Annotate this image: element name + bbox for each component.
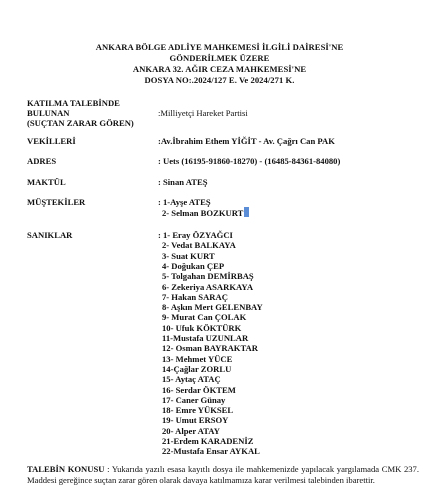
address-label: ADRES [27, 156, 57, 166]
defendant-22: 22-Mustafa Ensar AYKAL [162, 446, 260, 457]
court-header-line-1: ANKARA BÖLGE ADLİYE MAHKEMESİ İLGİLİ DAİRESİ'NE [95, 42, 344, 52]
party-value: :Milliyetçi Hareket Partisi [158, 108, 248, 118]
complainant-2: 2- Selman BOZKURT [162, 207, 249, 219]
defendants-label: SANIKLAR [27, 230, 73, 240]
text-cursor-icon [244, 207, 249, 217]
court-header-line-3: ANKARA 32. AĞIR CEZA MAHKEMESİ'NE [132, 64, 307, 74]
deceased-label: MAKTÜL [27, 177, 66, 187]
defendant-6: 6- Zekeriya ASARKAYA [162, 281, 254, 292]
defendant-2: 2- Vedat BALKAYA [162, 240, 236, 251]
lawyers-value: :Av.İbrahim Ethem YİĞİT - Av. Çağrı Can PAK [158, 136, 335, 146]
subject-paragraph [27, 464, 419, 487]
defendant-17: 17- Caner Günay [162, 394, 226, 405]
defendant-8: 8- Aşkın Mert GELENBAY [162, 302, 263, 313]
defendant-12: 12- Osman BAYRAKTAR [162, 343, 258, 354]
address-value: : Uets (16195-91860-18270) - (16485-84361-84080) [158, 156, 341, 166]
defendant-19: 19- Umut ERSOY [162, 415, 229, 426]
deceased-value: : Sinan ATEŞ [158, 177, 208, 187]
party-note: (SUÇTAN ZARAR GÖREN) [27, 118, 134, 128]
defendant-3: 3- Suat KURT [162, 250, 215, 261]
defendant-18: 18- Emre YÜKSEL [162, 405, 234, 416]
defendant-15: 15- Aytaç ATAÇ [162, 374, 221, 385]
subject-text: : Yukarıda yazılı esasa kayıtlı dosya ile mahkemenizde yapılacak yargılamada CMK 237. Maddesi gereğince suçtan zarar gören olarak davaya katılmamıza karar verilmesi talebinden ibarettir. [27, 463, 419, 485]
lawyers-label: VEKİLLERİ [27, 136, 76, 146]
case-number: DOSYA NO:.2024/127 E. Ve 2024/271 K. [144, 75, 295, 85]
defendant-16: 16- Serdar ÖKTEM [162, 384, 236, 395]
defendant-5: 5- Tolgahan DEMİRBAŞ [162, 271, 254, 282]
defendant-13: 13- Mehmet YÜCE [162, 353, 233, 364]
defendant-20: 20- Alper ATAY [162, 425, 220, 436]
defendant-4: 4- Doğukan ÇEP [162, 260, 225, 271]
party-label: BULUNAN [27, 108, 70, 118]
defendant-21: 21-Erdem KARADENİZ [162, 436, 254, 446]
defendant-1: : 1- Eray ÖZYAĞCI [158, 230, 233, 240]
court-header-line-2: GÖNDERİLMEK ÜZERE [169, 53, 270, 63]
defendant-10: 10- Ufuk KÖKTÜRK [162, 322, 242, 333]
defendant-14: 14-Çağlar ZORLU [162, 363, 232, 374]
complainant-1: : 1-Ayşe ATEŞ [158, 197, 211, 207]
defendant-9: 9- Murat Can ÇOLAK [162, 312, 247, 323]
defendant-11: 11-Mustafa UZUNLAR [162, 333, 249, 343]
subject-label: TALEBİN KONUSU [27, 463, 105, 474]
intervention-title: KATILMA TALEBİNDE [27, 98, 120, 108]
defendant-7: 7- Hakan SARAÇ [162, 291, 228, 302]
complainants-label: MÜŞTEKİLER [27, 197, 86, 207]
